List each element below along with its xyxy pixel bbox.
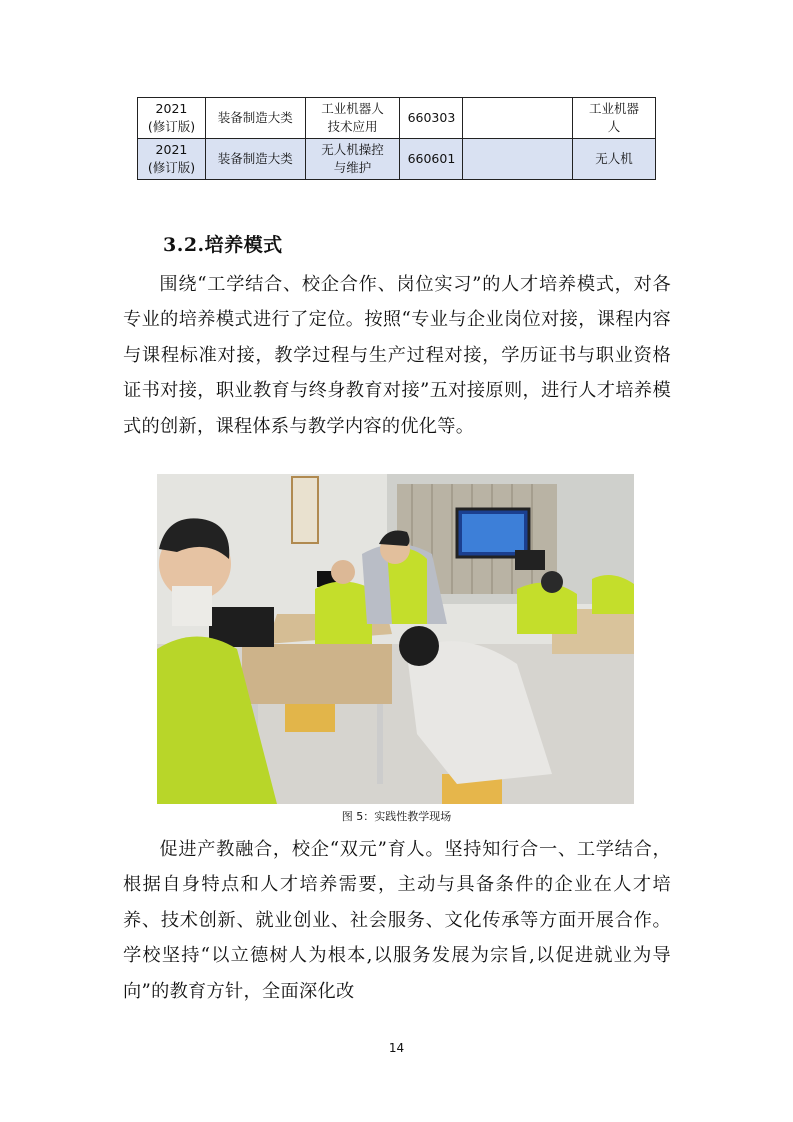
paragraph-industry-education: 促进产教融合，校企“双元”育人。坚持知行合一、工学结合，根据自身特点和人才培养需要，主动与具备条件的企业在人才培养、技术创新、就业创业、社会服务、文化传承等方面开展合作。学校坚持“以立德树人为根本,以服务发展为宗旨,以促进就业为导向”的教育方针，全面深化改 (123, 839, 671, 1002)
table-row (138, 139, 656, 180)
table-row (138, 98, 656, 139)
code-cell: 660303 (400, 98, 463, 139)
blank-cell (463, 139, 573, 180)
direction-line2: 人 (607, 119, 621, 134)
edition-text: (修订版) (147, 160, 196, 175)
direction-cell (573, 98, 656, 139)
major-table (137, 97, 656, 180)
major-line1: 无人机操控 (321, 142, 384, 157)
direction-line1: 工业机器 (589, 101, 640, 116)
figure-caption: 图 5：实践性教学现场 (341, 810, 452, 823)
classroom-photo (157, 474, 634, 804)
edition-text: (修订版) (147, 119, 196, 134)
major-line1: 工业机器人 (321, 101, 384, 116)
blank-cell (463, 98, 573, 139)
major-line2: 技术应用 (327, 119, 378, 134)
year-text: 2021 (155, 101, 188, 116)
year-text: 2021 (155, 142, 188, 157)
category-cell: 装备制造大类 (205, 139, 305, 180)
major-cell (305, 139, 400, 180)
category-cell: 装备制造大类 (205, 98, 305, 139)
major-line2: 与维护 (333, 160, 372, 175)
code-cell: 660601 (400, 139, 463, 180)
section-heading: 3.2.培养模式 (163, 234, 283, 256)
year-cell (138, 98, 206, 139)
page-number: 14 (388, 1041, 405, 1055)
year-cell (138, 139, 206, 180)
paragraph-training-mode: 围绕“工学结合、校企合作、岗位实习”的人才培养模式，对各专业的培养模式进行了定位。按照“专业与企业岗位对接，课程内容与课程标准对接，教学过程与生产过程对接，学历证书与职业资格证书对接，职业教育与终身教育对接”五对接原则，进行人才培养模式的创新，课程体系与教学内容的优化等。 (123, 274, 671, 437)
direction-line1: 无人机 (595, 151, 633, 166)
direction-cell (573, 139, 656, 180)
major-cell (305, 98, 400, 139)
